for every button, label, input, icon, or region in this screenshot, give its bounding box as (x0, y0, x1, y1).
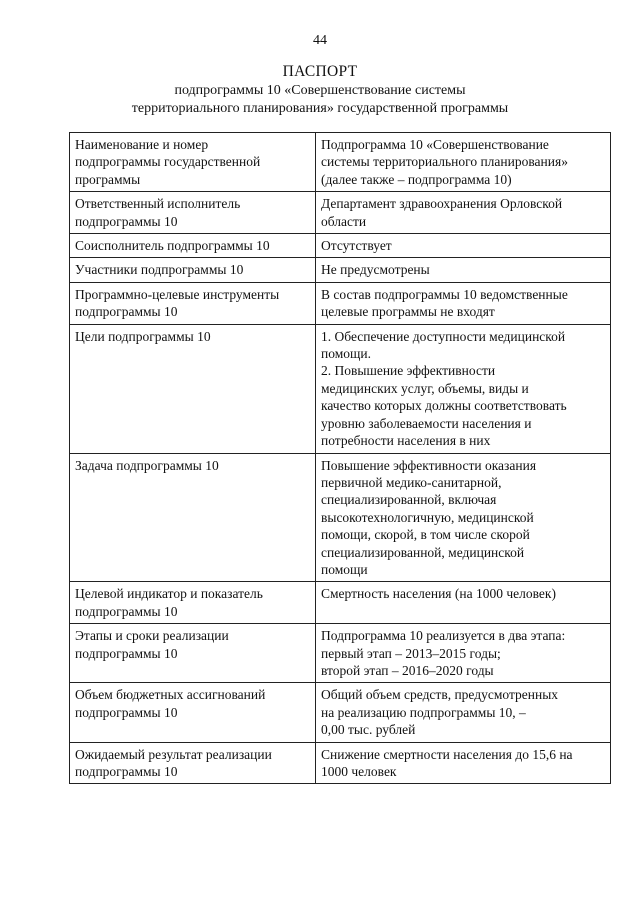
row-value-cell (316, 624, 611, 683)
row-name-cell (70, 742, 316, 784)
row-name-line: подпрограммы 10 (75, 603, 178, 619)
document-header (0, 62, 640, 118)
row-value-line: В состав подпрограммы 10 ведомственные (321, 286, 568, 302)
row-value-cell (316, 683, 611, 742)
row-name-cell (70, 624, 316, 683)
row-value-line: на реализацию подпрограммы 10, – (321, 704, 526, 720)
row-value-cell (316, 582, 611, 624)
row-name-line: Этапы и сроки реализации (75, 628, 229, 644)
document-subtitle-line-1: подпрограммы 10 «Совершенствование системы (174, 83, 466, 98)
table-row (70, 192, 611, 234)
row-name-line: подпрограммы 10 (75, 704, 178, 720)
row-value-cell (316, 258, 611, 282)
row-value-line: целевые программы не входят (321, 304, 495, 320)
row-value-cell (316, 234, 611, 258)
row-name-cell (70, 258, 316, 282)
row-name-cell (70, 133, 316, 192)
row-name-line: Ожидаемый результат реализации (75, 746, 272, 762)
row-value-line: помощи, скорой, в том числе скорой (321, 527, 530, 543)
row-value-cell (316, 192, 611, 234)
row-name-line: подпрограммы 10 (75, 764, 178, 779)
row-value-line: высокотехнологичную, медицинской (321, 509, 534, 525)
row-name-line: Программно-целевые инструменты (75, 286, 280, 302)
table-row (70, 582, 611, 624)
row-value-line: первый этап – 2013–2015 годы; (321, 645, 501, 661)
row-name-line: подпрограммы 10 (75, 213, 178, 229)
row-value-line: 1. Обеспечение доступности медицинской (321, 328, 566, 344)
table-row (70, 742, 611, 784)
row-value-line: Повышение эффективности оказания (321, 457, 537, 473)
row-value-line: Департамент здравоохранения Орловской (321, 196, 563, 212)
table-row (70, 624, 611, 683)
row-value-line: Общий объем средств, предусмотренных (321, 687, 559, 703)
row-value-line: 0,00 тыс. рублей (321, 722, 416, 738)
passport-table (69, 132, 611, 784)
row-value-line: 2. Повышение эффективности (321, 363, 496, 379)
row-value-line: Подпрограмма 10 реализуется в два этапа: (321, 628, 566, 644)
table-row (70, 324, 611, 453)
row-value-line: второй этап – 2016–2020 годы (321, 662, 494, 678)
row-name-line: Участники подпрограммы 10 (75, 262, 244, 278)
page-number: 44 (313, 33, 327, 48)
row-value-cell (316, 324, 611, 453)
row-value-line: уровню заболеваемости населения и (321, 415, 532, 431)
row-name-line: Ответственный исполнитель (75, 196, 241, 212)
table-row (70, 258, 611, 282)
row-value-line: специализированной, включая (321, 492, 497, 508)
row-name-cell (70, 582, 316, 624)
table-row (70, 282, 611, 324)
row-name-line: Целевой индикатор и показатель (75, 586, 263, 602)
table-row (70, 683, 611, 742)
row-value-line: специализированной, медицинской (321, 544, 525, 560)
table-row (70, 453, 611, 582)
table-row (70, 133, 611, 192)
row-name-cell (70, 324, 316, 453)
row-name-cell (70, 683, 316, 742)
row-value-line: помощи. (321, 346, 372, 362)
row-value-cell (316, 453, 611, 582)
row-value-line: медицинских услуг, объемы, виды и (321, 380, 529, 396)
row-value-line: Отсутствует (321, 238, 392, 254)
row-value-line: Снижение смертности населения до 15,6 на (321, 746, 573, 762)
row-name-cell (70, 234, 316, 258)
row-value-line: первичной медико-санитарной, (321, 474, 502, 490)
row-name-line: Соисполнитель подпрограммы 10 (75, 238, 270, 254)
row-value-line: помощи (321, 561, 368, 577)
row-value-line: (далее также – подпрограмма 10) (321, 171, 512, 187)
row-name-line: Объем бюджетных ассигнований (75, 687, 266, 703)
row-name-line: Цели подпрограммы 10 (75, 328, 211, 344)
row-name-line: подпрограммы государственной (75, 154, 261, 170)
row-value-cell (316, 133, 611, 192)
row-name-cell (70, 282, 316, 324)
passport-table-body (70, 133, 611, 784)
row-value-line: потребности населения в них (321, 433, 491, 449)
row-name-line: подпрограммы 10 (75, 304, 178, 320)
row-name-cell (70, 453, 316, 582)
row-value-cell (316, 282, 611, 324)
table-row (70, 234, 611, 258)
row-value-line: системы территориального планирования» (321, 154, 568, 170)
row-value-line: качество которых должны соответствовать (321, 398, 567, 414)
row-value-line: Смертность населения (на 1000 человек) (321, 586, 556, 602)
row-value-line: 1000 человек (321, 764, 397, 779)
row-value-line: области (321, 213, 367, 229)
document-subtitle-line-2: территориального планирования» государственной программы (131, 101, 509, 116)
row-value-cell (316, 742, 611, 784)
row-name-line: Наименование и номер (75, 137, 209, 152)
document-title: ПАСПОРТ (282, 63, 358, 80)
row-name-line: программы (75, 171, 141, 187)
row-name-cell (70, 192, 316, 234)
row-name-line: подпрограммы 10 (75, 645, 178, 661)
row-value-line: Не предусмотрены (321, 262, 430, 278)
row-value-line: Подпрограмма 10 «Совершенствование (321, 137, 549, 152)
row-name-line: Задача подпрограммы 10 (75, 457, 219, 473)
